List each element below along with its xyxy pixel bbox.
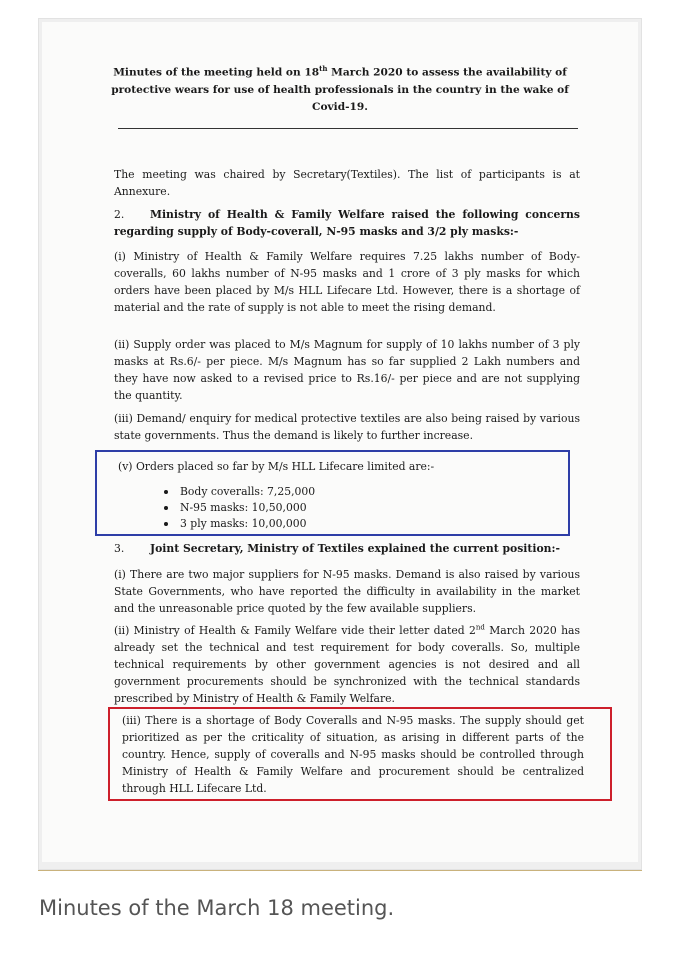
- section-2-item-ii: (ii) Supply order was placed to M/s Magnum for supply of 10 lakhs number of 3 ply masks at Rs.6/- per piece. M/s Magnum has so far supplied 2 Lakh numbers and they have now asked to a revised price to Rs.16/- per piece and are not supplying the quantity.: [114, 338, 580, 402]
- intro-paragraph: The meeting was chaired by Secretary(Textiles). The list of participants is at Annexure.: [114, 168, 580, 198]
- section-3-heading: 3. Joint Secretary, Ministry of Textiles explained the current position:-: [114, 542, 560, 555]
- section-3-item-i: (i) There are two major suppliers for N-95 masks. Demand is also raised by various State Governments, who have reported the difficulty in availability in the market and the unreasonable price quoted by the few available suppliers.: [114, 568, 580, 615]
- image-caption: Minutes of the March 18 meeting.: [39, 896, 395, 920]
- orders-label: (v) Orders placed so far by M/s HLL Lifecare limited are:-: [118, 460, 435, 473]
- list-item: N-95 masks: 10,50,000: [164, 500, 315, 516]
- section-3-item-iii: (iii) There is a shortage of Body Coveralls and N-95 masks. The supply should get prioritized as per the criticality of situation, as arising in different parts of the country. Hence, supply of coveralls and N-95 masks should be controlled through Ministry of Health & Family Welfare and procurement should be centralized through HLL Lifecare Ltd.: [122, 714, 584, 795]
- orders-list: [164, 484, 315, 532]
- section-3-item-ii: (ii) Ministry of Health & Family Welfare vide their letter dated 2nd March 2020 has already set the technical and test requirement for body coveralls. So, multiple technical requirements by other government agencies is not desired and all government procurements should be synchronized with the technical standards prescribed by Ministry of Health & Family Welfare.: [114, 623, 581, 705]
- title-underline: [118, 128, 578, 129]
- document-title: Minutes of the meeting held on 18th March 2020 to assess the availability of protective wears for use of health professionals in the country in the wake of Covid-19.: [111, 64, 569, 113]
- section-2-item-iii: (iii) Demand/ enquiry for medical protective textiles are also being raised by various state governments. Thus the demand is likely to further increase.: [114, 412, 580, 442]
- section-2-heading: 2. Ministry of Health & Family Welfare raised the following concerns regarding supply of Body-coverall, N-95 masks and 3/2 ply masks:-: [114, 208, 580, 238]
- caption-divider: [38, 870, 642, 871]
- list-item: Body coveralls: 7,25,000: [164, 484, 315, 500]
- list-item: 3 ply masks: 10,00,000: [164, 516, 315, 532]
- section-2-item-i: (i) Ministry of Health & Family Welfare requires 7.25 lakhs number of Body-coveralls, 60 lakhs number of N-95 masks and 1 crore of 3 ply masks for which orders have been placed by M/s HLL Lifecare Ltd. However, there is a shortage of material and the rate of supply is not able to meet the rising demand.: [114, 250, 580, 314]
